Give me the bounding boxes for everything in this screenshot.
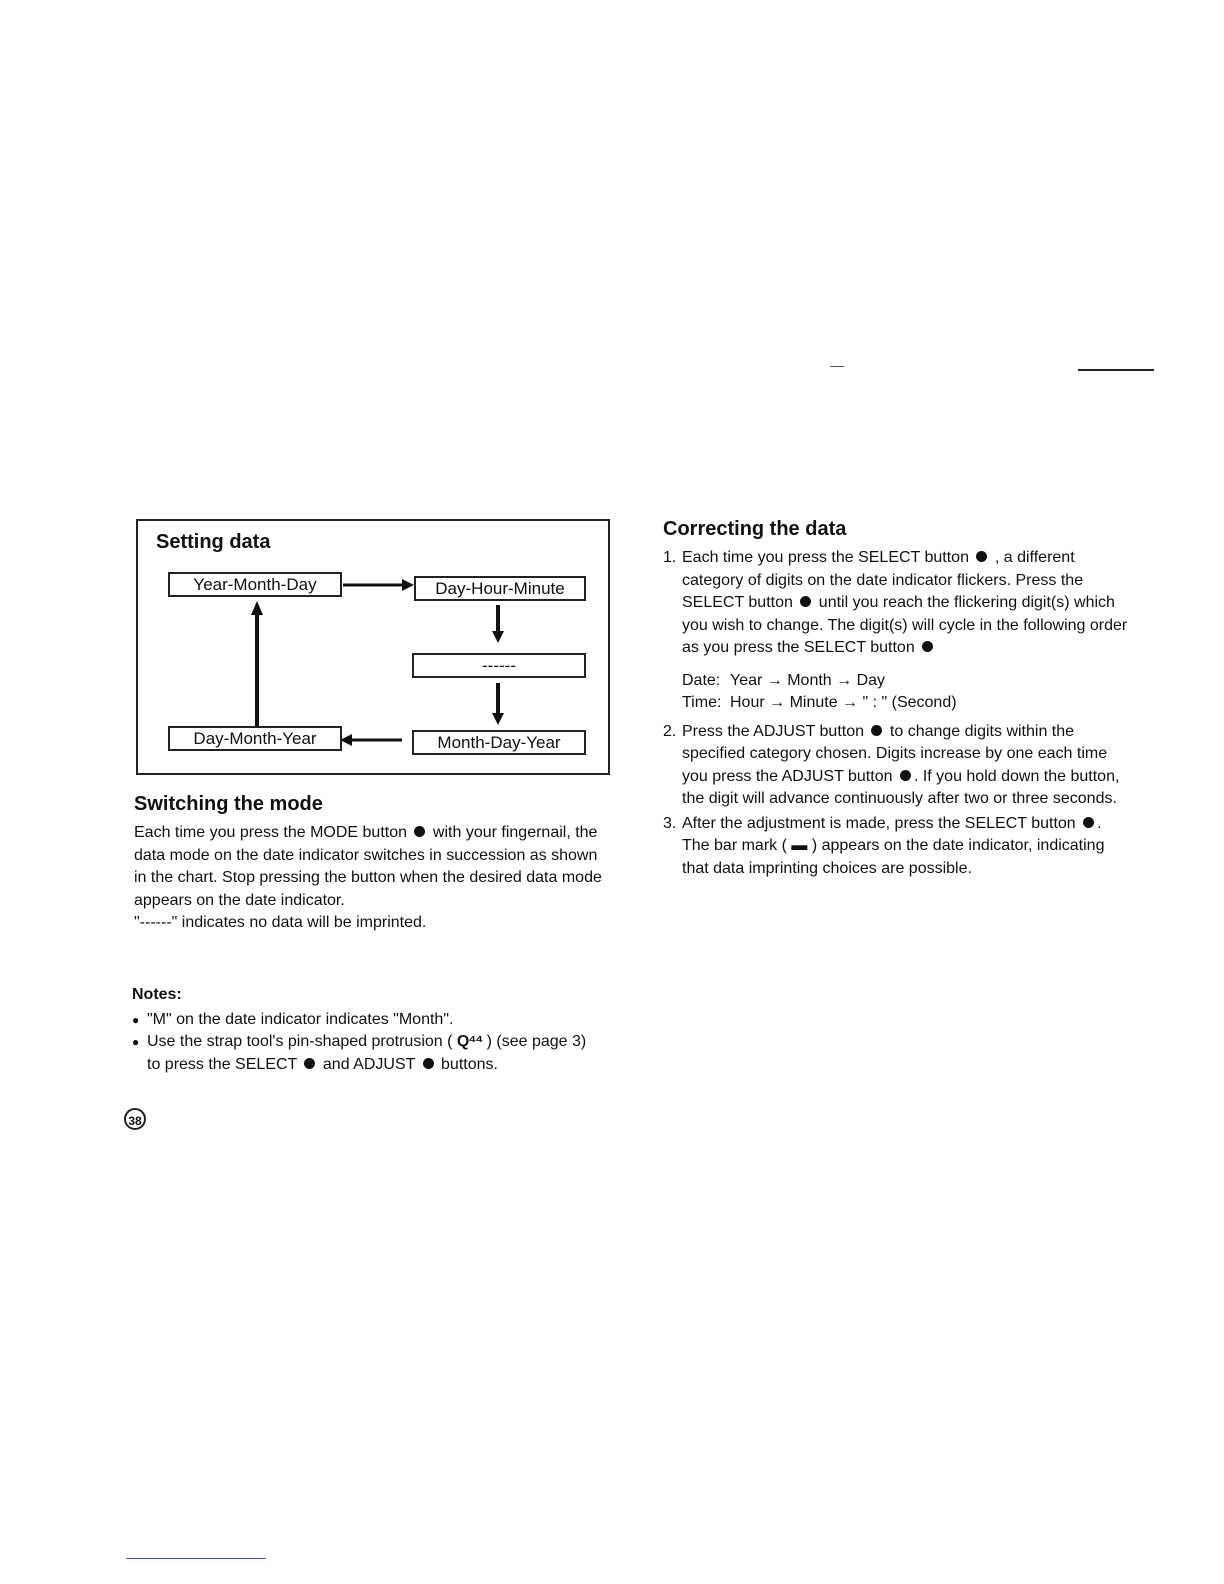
step-1-number: 1. — [663, 549, 677, 566]
notes-item-2 — [132, 1031, 602, 1076]
adjust-button-marker-icon — [423, 1058, 434, 1069]
switching-paragraph — [134, 822, 604, 912]
notes-item-2-text-b: ) (see page 3) to press the SELECT — [147, 1033, 587, 1073]
step-3-text-b: . The bar mark ( — [682, 814, 1102, 854]
scan-artifact-underline — [126, 1558, 266, 1559]
correcting-steps — [663, 547, 1133, 880]
step-3-text-c: ) appears on the date indicator, indicating that data imprinting choices are possible. — [682, 837, 1105, 877]
adjust-button-marker-icon — [871, 725, 882, 736]
switching-text-a: Each time you press the MODE button — [134, 824, 408, 841]
step-2-text-c: . If you hold down the button, the digit will advance continuously after two or three seconds. — [682, 767, 1120, 807]
correcting-step-1 — [663, 547, 1133, 715]
arrow-up-head — [251, 601, 263, 615]
bar-mark-icon: ▬ — [791, 837, 808, 854]
correcting-step-2 — [663, 721, 1133, 811]
notes-heading: Notes: — [132, 986, 182, 1003]
setting-data-panel — [136, 519, 610, 775]
switching-section — [134, 793, 604, 935]
mode-year-month-day: Year-Month-Day — [168, 572, 342, 597]
switching-text-b: with your fingernail, the data mode on the date indicator switches in succession as shown in the chart. Stop pressing the button when the desired data mode appears on the date indicator. — [134, 824, 602, 909]
cycle-order — [682, 670, 1133, 715]
scan-artifact-mark — [830, 366, 844, 367]
correcting-heading: Correcting the data — [663, 518, 847, 540]
correcting-section — [663, 518, 1133, 882]
mode-no-data: ------ — [412, 653, 586, 678]
arrow-down-2-head — [492, 713, 504, 725]
no-data-note: "------" indicates no data will be imprinted. — [134, 914, 427, 931]
step-1-text-a: Each time you press the SELECT button — [682, 549, 969, 566]
select-button-marker-icon — [304, 1058, 315, 1069]
notes-item-2-text-c: and ADJUST — [322, 1055, 416, 1073]
time-order-value: Hour → Minute → " : " (Second) — [730, 694, 957, 711]
mode-month-day-year: Month-Day-Year — [412, 730, 586, 755]
step-2-text-a: Press the ADJUST button — [682, 722, 865, 740]
step-2-text-b: to change digits within the specified category chosen. Digits increase by one each time you press the ADJUST button — [682, 722, 1108, 785]
notes-list — [132, 1009, 602, 1077]
date-order-row — [682, 670, 1133, 693]
notes-item-2-text-d: buttons. — [441, 1055, 498, 1073]
select-button-marker-icon — [922, 641, 933, 652]
date-order-label: Date: — [682, 671, 721, 689]
mode-day-hour-minute: Day-Hour-Minute — [414, 576, 586, 601]
step-1-text-c: until you reach the flickering digit(s) which you wish to change. The digit(s) will cycle in the following order as you press the SELECT button — [682, 594, 1128, 656]
strap-tool-protrusion-icon: Q⁴⁴ — [456, 1033, 483, 1050]
mode-day-month-year: Day-Month-Year — [168, 726, 342, 751]
page-number: 38 — [124, 1108, 146, 1130]
adjust-button-marker-icon — [900, 770, 911, 781]
switching-heading: Switching the mode — [134, 793, 323, 815]
setting-data-title: Setting data — [156, 531, 271, 553]
time-order-label: Time: — [682, 694, 722, 711]
mode-button-marker-icon — [414, 826, 425, 837]
scan-artifact-rule — [1078, 369, 1154, 371]
date-order-value: Year → Month → Day — [730, 671, 886, 689]
notes-section — [132, 984, 602, 1076]
arrow-down-1-head — [492, 631, 504, 643]
time-order-row — [682, 692, 1133, 715]
select-button-marker-icon — [1083, 817, 1094, 828]
step-2-number: 2. — [663, 722, 677, 740]
step-3-number: 3. — [663, 814, 677, 832]
arrow-right-head — [402, 579, 414, 591]
notes-item-2-text-a: Use the strap tool's pin-shaped protrusion ( — [147, 1033, 453, 1050]
step-3-text-a: After the adjustment is made, press the SELECT button — [682, 814, 1076, 832]
select-button-marker-icon — [800, 596, 811, 607]
select-button-marker-icon — [976, 551, 987, 562]
correcting-step-3 — [663, 813, 1133, 881]
notes-item-1: ● "M" on the date indicator indicates "Month". — [132, 1009, 602, 1032]
step-1-text-b: , a different category of digits on the date indicator flickers. Press the SELECT button — [682, 549, 1084, 611]
